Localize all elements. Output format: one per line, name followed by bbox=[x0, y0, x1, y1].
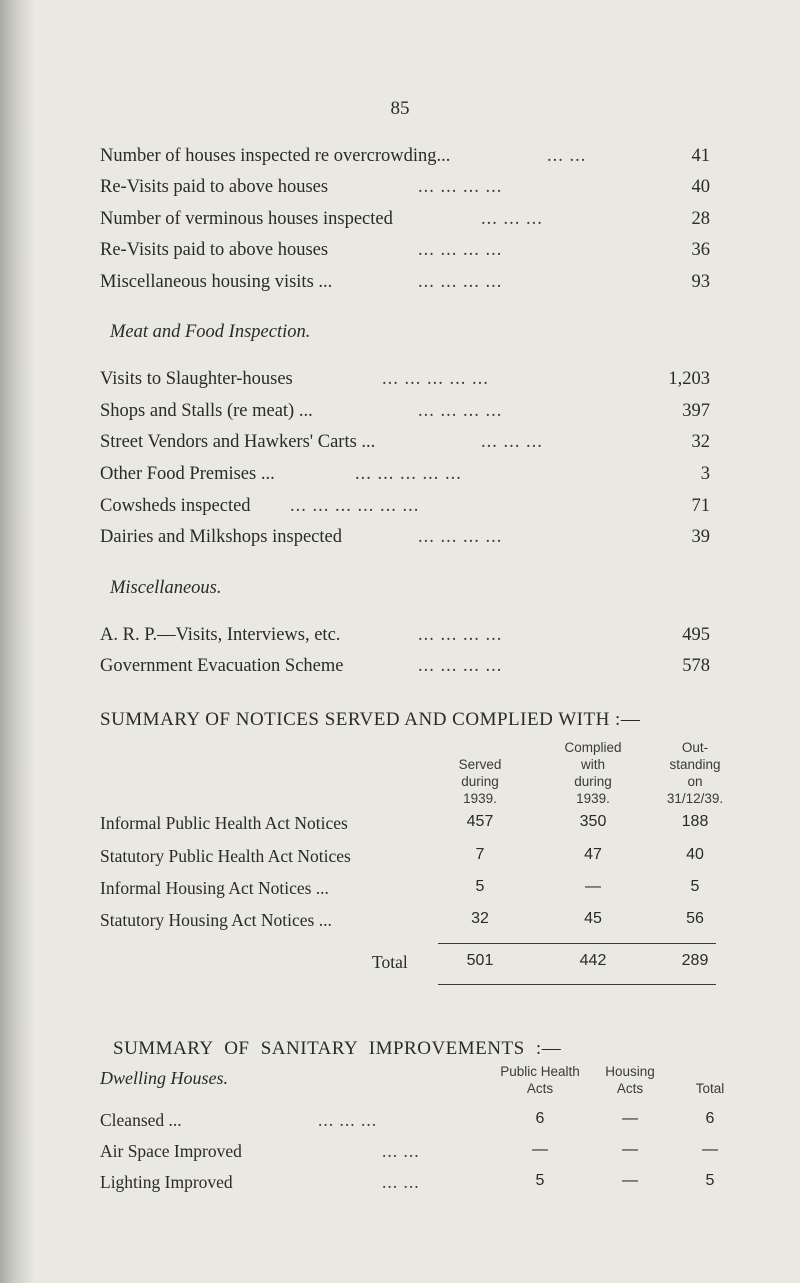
leader-dots: ... ... bbox=[382, 1141, 420, 1161]
header-text: Served during 1939. bbox=[458, 757, 502, 806]
page-edge-shadow bbox=[0, 0, 34, 1283]
header-text: Housing Acts bbox=[605, 1064, 655, 1096]
leader-dots: ... ... ... bbox=[318, 1110, 378, 1130]
cell-total: 5 bbox=[705, 1172, 715, 1189]
leader-dots: ... ... ... ... bbox=[418, 625, 503, 645]
sanitary-subheading: Dwelling Houses. bbox=[100, 1068, 228, 1088]
cell-complied: 350 bbox=[579, 813, 607, 830]
row-label: Visits to Slaughter-houses bbox=[100, 369, 293, 389]
page-number: 85 bbox=[390, 98, 410, 119]
row-label: Re-Visits paid to above houses bbox=[100, 177, 329, 197]
meat-row bbox=[100, 401, 710, 431]
table-row bbox=[100, 813, 710, 843]
notices-title: SUMMARY OF NOTICES SERVED AND COMPLIED WITH :— bbox=[100, 709, 641, 730]
row-value: 41 bbox=[691, 146, 710, 166]
meat-row bbox=[100, 527, 710, 557]
cell-served: 457 bbox=[466, 813, 494, 830]
misc-row bbox=[100, 656, 710, 686]
table-row bbox=[100, 846, 710, 876]
table-row bbox=[100, 910, 710, 940]
row-value: 93 bbox=[691, 272, 710, 292]
col-header-complied bbox=[538, 739, 648, 807]
table-total-row bbox=[100, 952, 710, 982]
row-label: Number of verminous houses inspected bbox=[100, 209, 393, 229]
row-label: Statutory Public Health Act Notices bbox=[100, 846, 351, 866]
leader-dots: ... ... ... ... bbox=[418, 656, 503, 676]
housing-row bbox=[100, 240, 710, 270]
table-row bbox=[100, 878, 710, 908]
col-header-public-health bbox=[482, 1063, 598, 1097]
row-label: Informal Public Health Act Notices bbox=[100, 813, 348, 833]
total-top-rule bbox=[438, 943, 716, 944]
col-header-outstanding bbox=[640, 739, 750, 807]
header-text: Complied with during 1939. bbox=[564, 740, 622, 806]
leader-dots: ... ... ... ... ... bbox=[355, 464, 462, 484]
cell-served: 32 bbox=[471, 910, 489, 927]
row-label: A. R. P.—Visits, Interviews, etc. bbox=[100, 625, 341, 645]
col-header-housing bbox=[590, 1063, 670, 1097]
col-header-served bbox=[440, 756, 520, 807]
cell-complied: — bbox=[585, 878, 601, 895]
list-item bbox=[100, 1172, 720, 1202]
housing-row bbox=[100, 177, 710, 207]
leader-dots: ... ... ... bbox=[481, 209, 543, 229]
row-value: 39 bbox=[691, 527, 710, 547]
row-label: Cowsheds inspected bbox=[100, 496, 251, 516]
cell-public-health: — bbox=[532, 1141, 548, 1158]
row-label: Shops and Stalls (re meat) ... bbox=[100, 401, 313, 421]
cell-housing: — bbox=[622, 1110, 638, 1127]
total-label: Total bbox=[372, 952, 408, 972]
row-value: 1,203 bbox=[668, 369, 710, 389]
cell-total: 6 bbox=[705, 1110, 715, 1127]
header-text: Public Health Acts bbox=[500, 1064, 580, 1096]
meat-row bbox=[100, 464, 710, 494]
meat-row bbox=[100, 496, 710, 526]
housing-row bbox=[100, 146, 710, 176]
meat-row bbox=[100, 432, 710, 462]
row-value: 3 bbox=[700, 464, 710, 484]
leader-dots: ... ... ... ... ... bbox=[382, 369, 489, 389]
row-value: 40 bbox=[691, 177, 710, 197]
housing-row bbox=[100, 209, 710, 239]
leader-dots: ... ... ... bbox=[481, 432, 543, 452]
header-text: Out- standing on 31/12/39. bbox=[666, 740, 724, 806]
row-label: Cleansed ... bbox=[100, 1110, 182, 1130]
leader-dots: ... ... bbox=[382, 1172, 420, 1192]
housing-row bbox=[100, 272, 710, 302]
cell-public-health: 6 bbox=[535, 1110, 545, 1127]
row-label: Dairies and Milkshops inspected bbox=[100, 527, 342, 547]
cell-complied: 47 bbox=[584, 846, 602, 863]
row-label: Miscellaneous housing visits ... bbox=[100, 272, 333, 292]
row-label: Statutory Housing Act Notices ... bbox=[100, 910, 332, 930]
col-header-total bbox=[675, 1080, 745, 1097]
list-item bbox=[100, 1110, 720, 1140]
cell-served: 7 bbox=[475, 846, 485, 863]
row-value: 578 bbox=[682, 656, 710, 676]
row-value: 397 bbox=[682, 401, 710, 421]
total-bottom-rule bbox=[438, 984, 716, 985]
row-label: Number of houses inspected re overcrowding... bbox=[100, 146, 451, 166]
cell-outstanding: 5 bbox=[690, 878, 700, 895]
leader-dots: ... ... ... ... bbox=[418, 401, 503, 421]
row-label: Re-Visits paid to above houses bbox=[100, 240, 329, 260]
cell-outstanding: 40 bbox=[686, 846, 704, 863]
leader-dots: ... ... ... ... bbox=[418, 272, 503, 292]
leader-dots: ... ... ... ... ... ... bbox=[290, 496, 420, 516]
row-value: 32 bbox=[691, 432, 710, 452]
misc-row bbox=[100, 625, 710, 655]
row-value: 28 bbox=[691, 209, 710, 229]
sanitary-title: SUMMARY OF SANITARY IMPROVEMENTS :— bbox=[113, 1038, 562, 1059]
list-item bbox=[100, 1141, 720, 1171]
cell-complied: 442 bbox=[579, 952, 607, 969]
row-label: Air Space Improved bbox=[100, 1141, 242, 1161]
leader-dots: ... ... ... ... bbox=[418, 177, 503, 197]
row-value: 71 bbox=[691, 496, 710, 516]
cell-served: 501 bbox=[466, 952, 494, 969]
row-label: Lighting Improved bbox=[100, 1172, 233, 1192]
cell-outstanding: 188 bbox=[681, 813, 709, 830]
cell-outstanding: 56 bbox=[686, 910, 704, 927]
cell-complied: 45 bbox=[584, 910, 602, 927]
row-label: Informal Housing Act Notices ... bbox=[100, 878, 329, 898]
section-heading-misc: Miscellaneous. bbox=[110, 578, 222, 598]
leader-dots: ... ... ... ... bbox=[418, 527, 503, 547]
row-label: Street Vendors and Hawkers' Carts ... bbox=[100, 432, 376, 452]
cell-housing: — bbox=[622, 1141, 638, 1158]
header-text: Total bbox=[695, 1081, 725, 1096]
cell-served: 5 bbox=[475, 878, 485, 895]
meat-row bbox=[100, 369, 710, 399]
section-heading-meat: Meat and Food Inspection. bbox=[110, 322, 311, 342]
cell-total: — bbox=[702, 1141, 718, 1158]
row-value: 36 bbox=[691, 240, 710, 260]
row-label: Other Food Premises ... bbox=[100, 464, 275, 484]
leader-dots: ... ... bbox=[547, 146, 587, 166]
cell-housing: — bbox=[622, 1172, 638, 1189]
row-label: Government Evacuation Scheme bbox=[100, 656, 344, 676]
leader-dots: ... ... ... ... bbox=[418, 240, 503, 260]
row-value: 495 bbox=[682, 625, 710, 645]
cell-public-health: 5 bbox=[535, 1172, 545, 1189]
cell-outstanding: 289 bbox=[681, 952, 709, 969]
